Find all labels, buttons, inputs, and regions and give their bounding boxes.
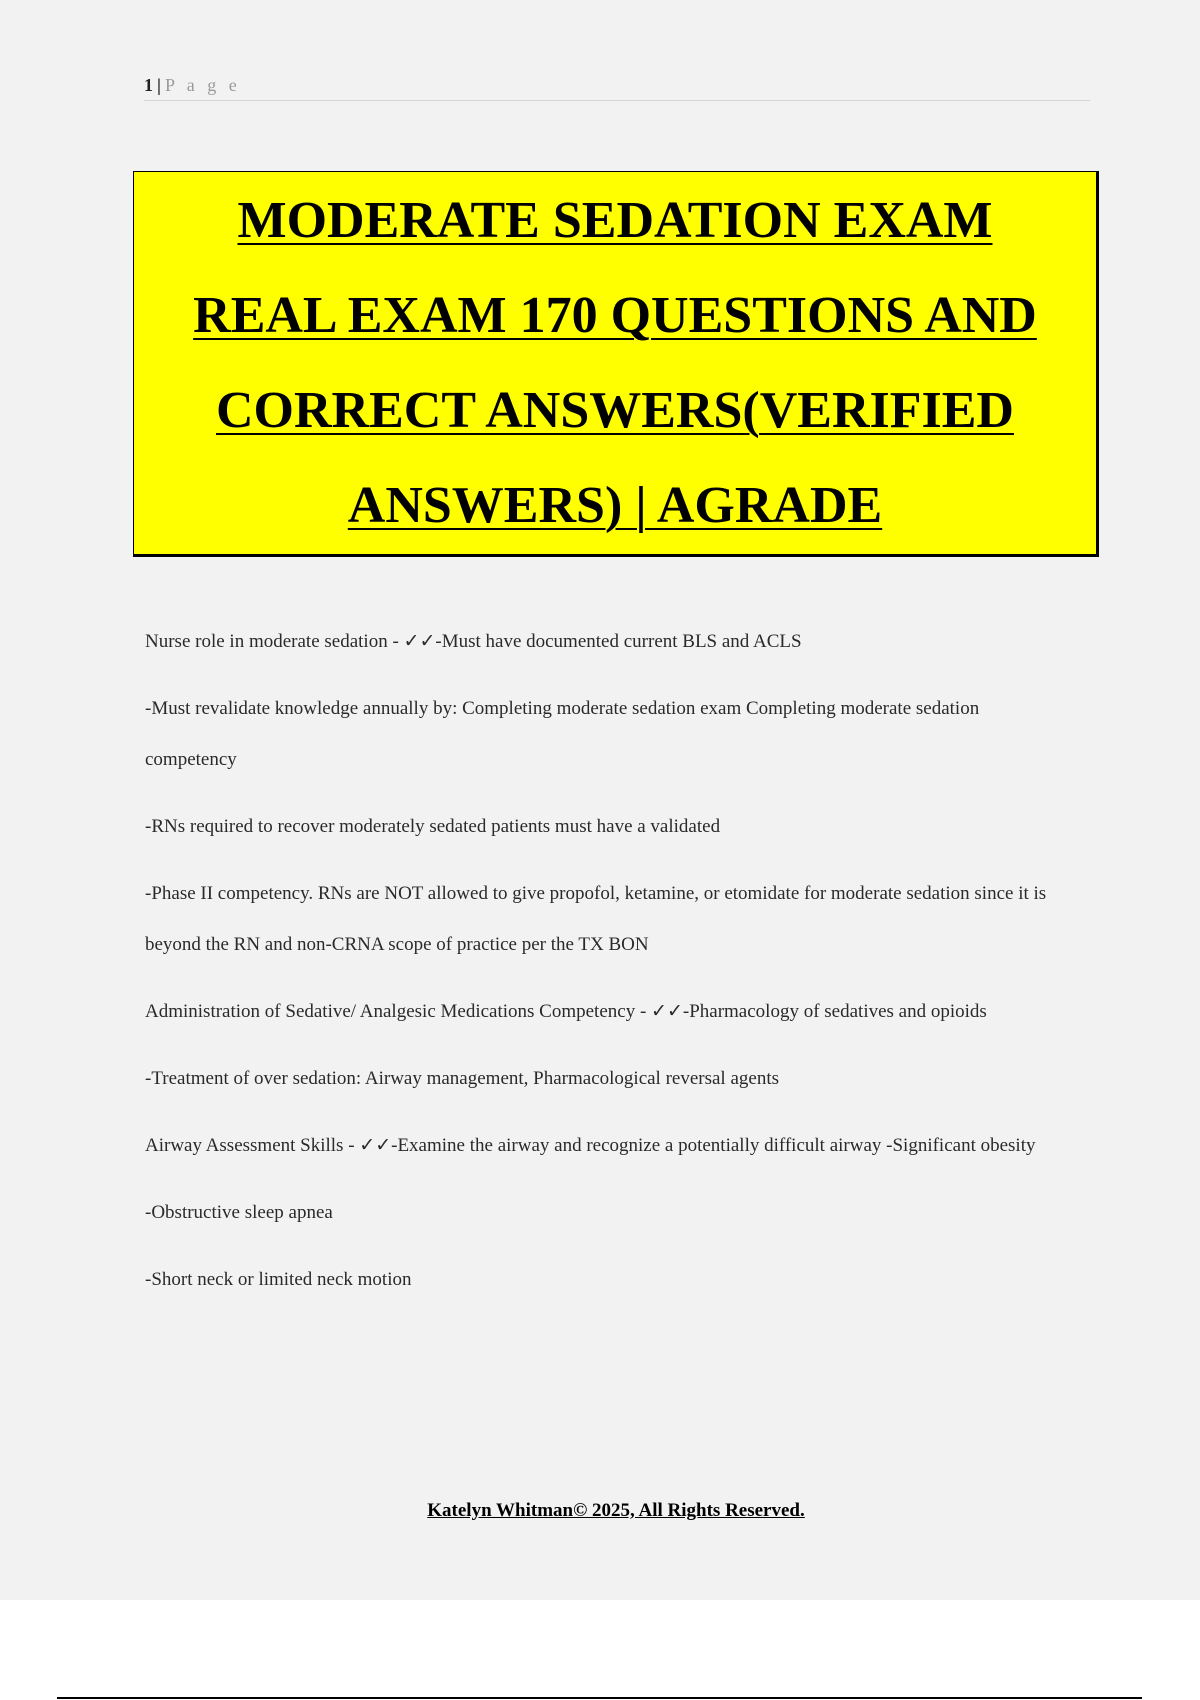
paragraph: -RNs required to recover moderately sedated patients must have a validated: [145, 816, 721, 837]
paragraph: Nurse role in moderate sedation - ✓✓-Must have documented current BLS and ACLS: [145, 631, 802, 652]
document-body: [145, 616, 1075, 1321]
page-header: [144, 72, 1090, 101]
paragraph: Airway Assessment Skills - ✓✓-Examine the airway and recognize a potentially difficult airway -Significant obesity: [145, 1135, 1036, 1156]
page-number: 1: [144, 75, 153, 95]
paragraph: -Short neck or limited neck motion: [145, 1269, 412, 1290]
paragraph: -Phase II competency. RNs are NOT allowed to give propofol, ketamine, or etomidate for moderate sedation since it is beyond the RN and non-CRNA scope of practice per the TX BON: [145, 883, 1047, 955]
paragraph: -Treatment of over sedation: Airway management, Pharmacological reversal agents: [145, 1068, 780, 1089]
header-separator: |: [157, 75, 161, 95]
paragraph: -Obstructive sleep apnea: [145, 1202, 333, 1223]
bottom-divider: [57, 1697, 1142, 1699]
paragraph: Administration of Sedative/ Analgesic Medications Competency - ✓✓-Pharmacology of sedatives and opioids: [145, 1001, 987, 1022]
title-box: [133, 171, 1099, 557]
page-label: P a g e: [164, 75, 241, 95]
document-title: MODERATE SEDATION EXAM REAL EXAM 170 QUESTIONS AND CORRECT ANSWERS(VERIFIED ANSWERS) | AGRADE: [193, 192, 1037, 534]
copyright-footer: Katelyn Whitman© 2025, All Rights Reserved.: [427, 1500, 805, 1521]
paragraph: -Must revalidate knowledge annually by: Completing moderate sedation exam Completing moderate sedation competency: [145, 698, 980, 770]
